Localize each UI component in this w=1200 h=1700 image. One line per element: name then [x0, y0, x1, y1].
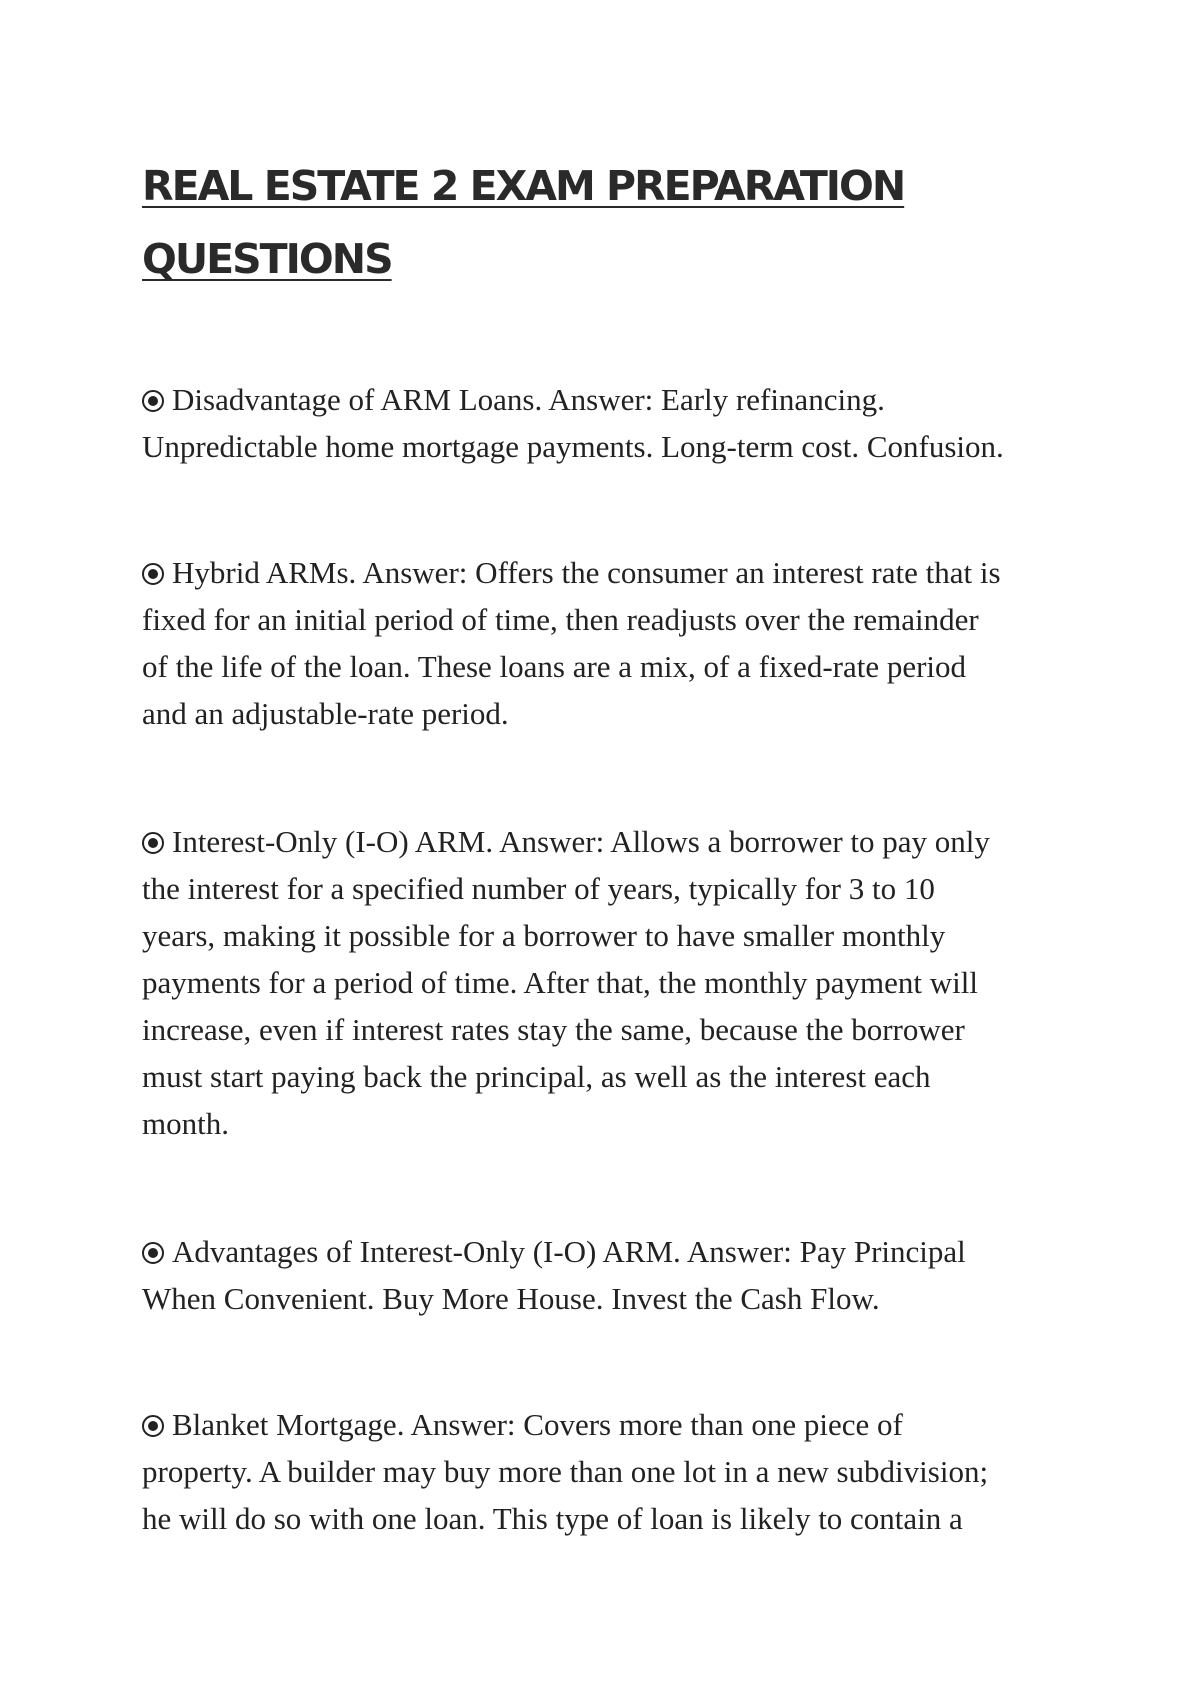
text-line: When Convenient. Buy More House. Invest the Cash Flow. [142, 1281, 880, 1316]
text-line [142, 376, 1072, 423]
question-item-blanket-mortgage [142, 1401, 1072, 1542]
radio-bullet-icon [142, 1242, 164, 1264]
text-line: payments for a period of time. After that, the monthly payment will [142, 965, 978, 1000]
text-line-content: Interest-Only (I-O) ARM. Answer: Allows a borrower to pay only [172, 824, 990, 859]
text-line-content: Blanket Mortgage. Answer: Covers more than one piece of [172, 1407, 903, 1442]
radio-bullet-icon [142, 563, 164, 585]
question-item-arm-disadvantages [142, 376, 1072, 470]
title-line-1: REAL ESTATE 2 EXAM PREPARATION [142, 162, 905, 210]
text-line: Unpredictable home mortgage payments. Long-term cost. Confusion. [142, 429, 1004, 464]
text-line-content: Advantages of Interest-Only (I-O) ARM. Answer: Pay Principal [172, 1234, 966, 1269]
text-line: he will do so with one loan. This type of loan is likely to contain a [142, 1501, 963, 1536]
text-line-content: Hybrid ARMs. Answer: Offers the consumer an interest rate that is [172, 555, 1001, 590]
text-line [142, 1228, 1072, 1275]
text-line [142, 549, 1072, 596]
title-line-2: QUESTIONS [142, 235, 392, 283]
text-line: increase, even if interest rates stay the same, because the borrower [142, 1012, 965, 1047]
radio-bullet-icon [142, 390, 164, 412]
question-item-interest-only-arm [142, 818, 1072, 1147]
text-line: must start paying back the principal, as well as the interest each [142, 1059, 931, 1094]
radio-bullet-icon [142, 832, 164, 854]
text-line: and an adjustable-rate period. [142, 696, 509, 731]
question-item-io-arm-advantages [142, 1228, 1072, 1322]
text-line [142, 1401, 1072, 1448]
text-line-content: Disadvantage of ARM Loans. Answer: Early refinancing. [172, 382, 885, 417]
radio-bullet-icon [142, 1415, 164, 1437]
text-line: property. A builder may buy more than one lot in a new subdivision; [142, 1454, 989, 1489]
text-line: years, making it possible for a borrower to have smaller monthly [142, 918, 946, 953]
text-line [142, 818, 1072, 865]
text-line: fixed for an initial period of time, then readjusts over the remainder [142, 602, 979, 637]
page-title [142, 150, 1042, 296]
text-line: the interest for a specified number of years, typically for 3 to 10 [142, 871, 935, 906]
text-line: month. [142, 1106, 229, 1141]
text-line: of the life of the loan. These loans are a mix, of a fixed-rate period [142, 649, 967, 684]
question-item-hybrid-arms [142, 549, 1072, 737]
